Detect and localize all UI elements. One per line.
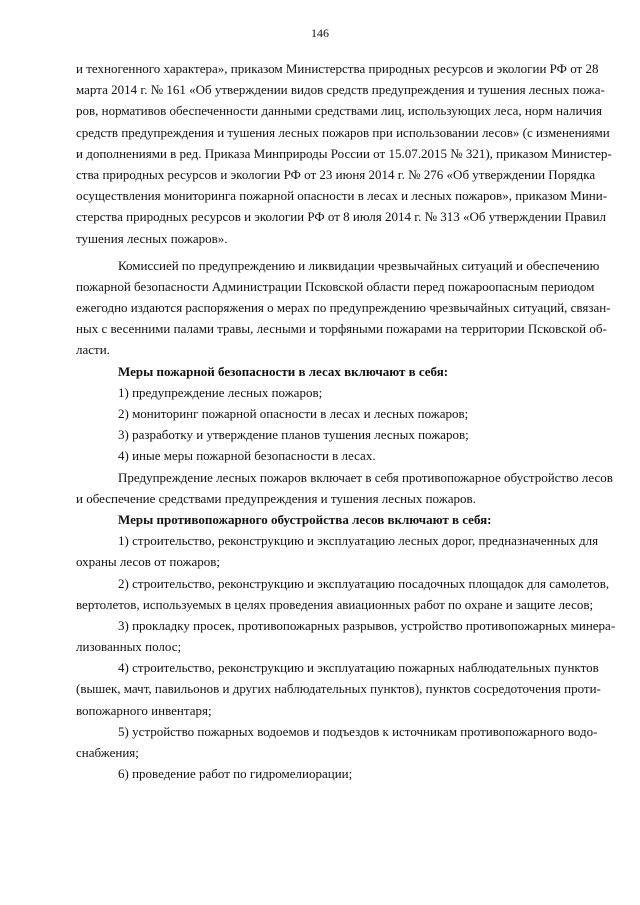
text-line: вопожарного инвентаря; xyxy=(76,702,212,718)
text-line: ласти. xyxy=(76,342,110,358)
text-line: ных с весенними палами травы, лесными и торфяными пожарами на территории Псковской об- xyxy=(76,321,607,337)
text-line: средств предупреждения и тушения лесных пожаров при использовании лесов» (с изменениями xyxy=(76,124,610,140)
text-line: ежегодно издаются распоряжения о мерах по предупреждению чрезвычайных ситуаций, связан- xyxy=(76,300,611,316)
document-body xyxy=(76,58,616,784)
section-fire-arrangement-measures xyxy=(76,509,616,784)
list-item xyxy=(76,530,599,572)
list-item: 3) разработку и утверждение планов тушения лесных пожаров; xyxy=(118,427,469,443)
text-line: и техногенного характера», приказом Министерства природных ресурсов и экологии РФ от 28 xyxy=(76,61,599,76)
page-number: 146 xyxy=(311,26,329,40)
list-item: 1) предупреждение лесных пожаров; xyxy=(118,384,323,400)
list-item xyxy=(76,721,598,763)
text-line: 2) строительство, реконструкцию и эксплуатацию посадочных площадок для самолетов, xyxy=(118,575,610,591)
text-line: 1) строительство, реконструкцию и эксплуатацию лесных дорог, предназначенных для xyxy=(118,533,599,549)
text-line: ров, нормативов обеспеченности данными средствами лиц, использующих леса, норм наличия xyxy=(76,103,602,119)
text-line: тушения лесных пожаров». xyxy=(76,230,228,246)
list-item xyxy=(76,573,610,615)
text-line: ства природных ресурсов и экологии РФ от 23 июня 2014 г. № 276 «Об утверждении Порядка xyxy=(76,166,596,182)
text-line: 4) строительство, реконструкцию и эксплуатацию пожарных наблюдательных пунктов xyxy=(118,660,599,676)
list-item xyxy=(76,615,616,657)
text-line: (вышек, мачт, павильонов и других наблюдательных пунктов), пунктов сосредоточения проти- xyxy=(76,681,601,697)
list-item xyxy=(76,657,601,721)
text-line: Предупреждение лесных пожаров включает в себя противопожарное обустройство лесов xyxy=(118,469,613,485)
text-line: и дополнениями в ред. Приказа Минприроды России от 15.07.2015 № 321), приказом Министер- xyxy=(76,145,612,161)
text-line: стерства природных ресурсов и экологии РФ от 8 июля 2014 г. № 313 «Об утверждении Правил xyxy=(76,209,606,225)
section-heading: Меры противопожарного обустройства лесов включают в себя: xyxy=(118,511,492,527)
text-line: Комиссией по предупреждению и ликвидации чрезвычайных ситуаций и обеспечению xyxy=(118,257,600,273)
text-line: 5) устройство пожарных водоемов и подъездов к источникам противопожарного водо- xyxy=(118,723,598,739)
text-line: 3) прокладку просек, противопожарных разрывов, устройство противопожарных минера- xyxy=(118,617,616,633)
list-item: 2) мониторинг пожарной опасности в лесах и лесных пожаров; xyxy=(118,406,469,421)
list-item: 4) иные меры пожарной безопасности в лесах. xyxy=(118,448,376,464)
text-line: марта 2014 г. № 161 «Об утверждении видов средств предупреждения и тушения лесных пожа- xyxy=(76,82,605,98)
paragraph-prevention xyxy=(76,467,613,509)
text-line: вертолетов, используемых в целях проведения авиационных работ по охране и защите лесов; xyxy=(76,596,594,612)
text-line: охраны лесов от пожаров; xyxy=(76,554,221,570)
text-line: пожарной безопасности Администрации Псковской области перед пожароопасным периодом xyxy=(76,278,595,294)
text-line: 6) проведение работ по гидромелиорации; xyxy=(118,766,353,782)
text-line: осуществления мониторинга пожарной опасности в лесах и лесных пожаров», приказом Мини- xyxy=(76,188,608,204)
text-line: снабжения; xyxy=(76,745,139,760)
text-line: лизованных полос; xyxy=(76,639,182,655)
paragraph-regulations xyxy=(76,58,612,249)
text-line: и обеспечение средствами предупреждения и тушения лесных пожаров. xyxy=(76,490,476,506)
section-heading: Меры пожарной безопасности в лесах включают в себя: xyxy=(118,363,449,379)
section-fire-safety-measures xyxy=(76,361,574,467)
paragraph-commission xyxy=(76,255,611,361)
list-item xyxy=(76,763,574,784)
